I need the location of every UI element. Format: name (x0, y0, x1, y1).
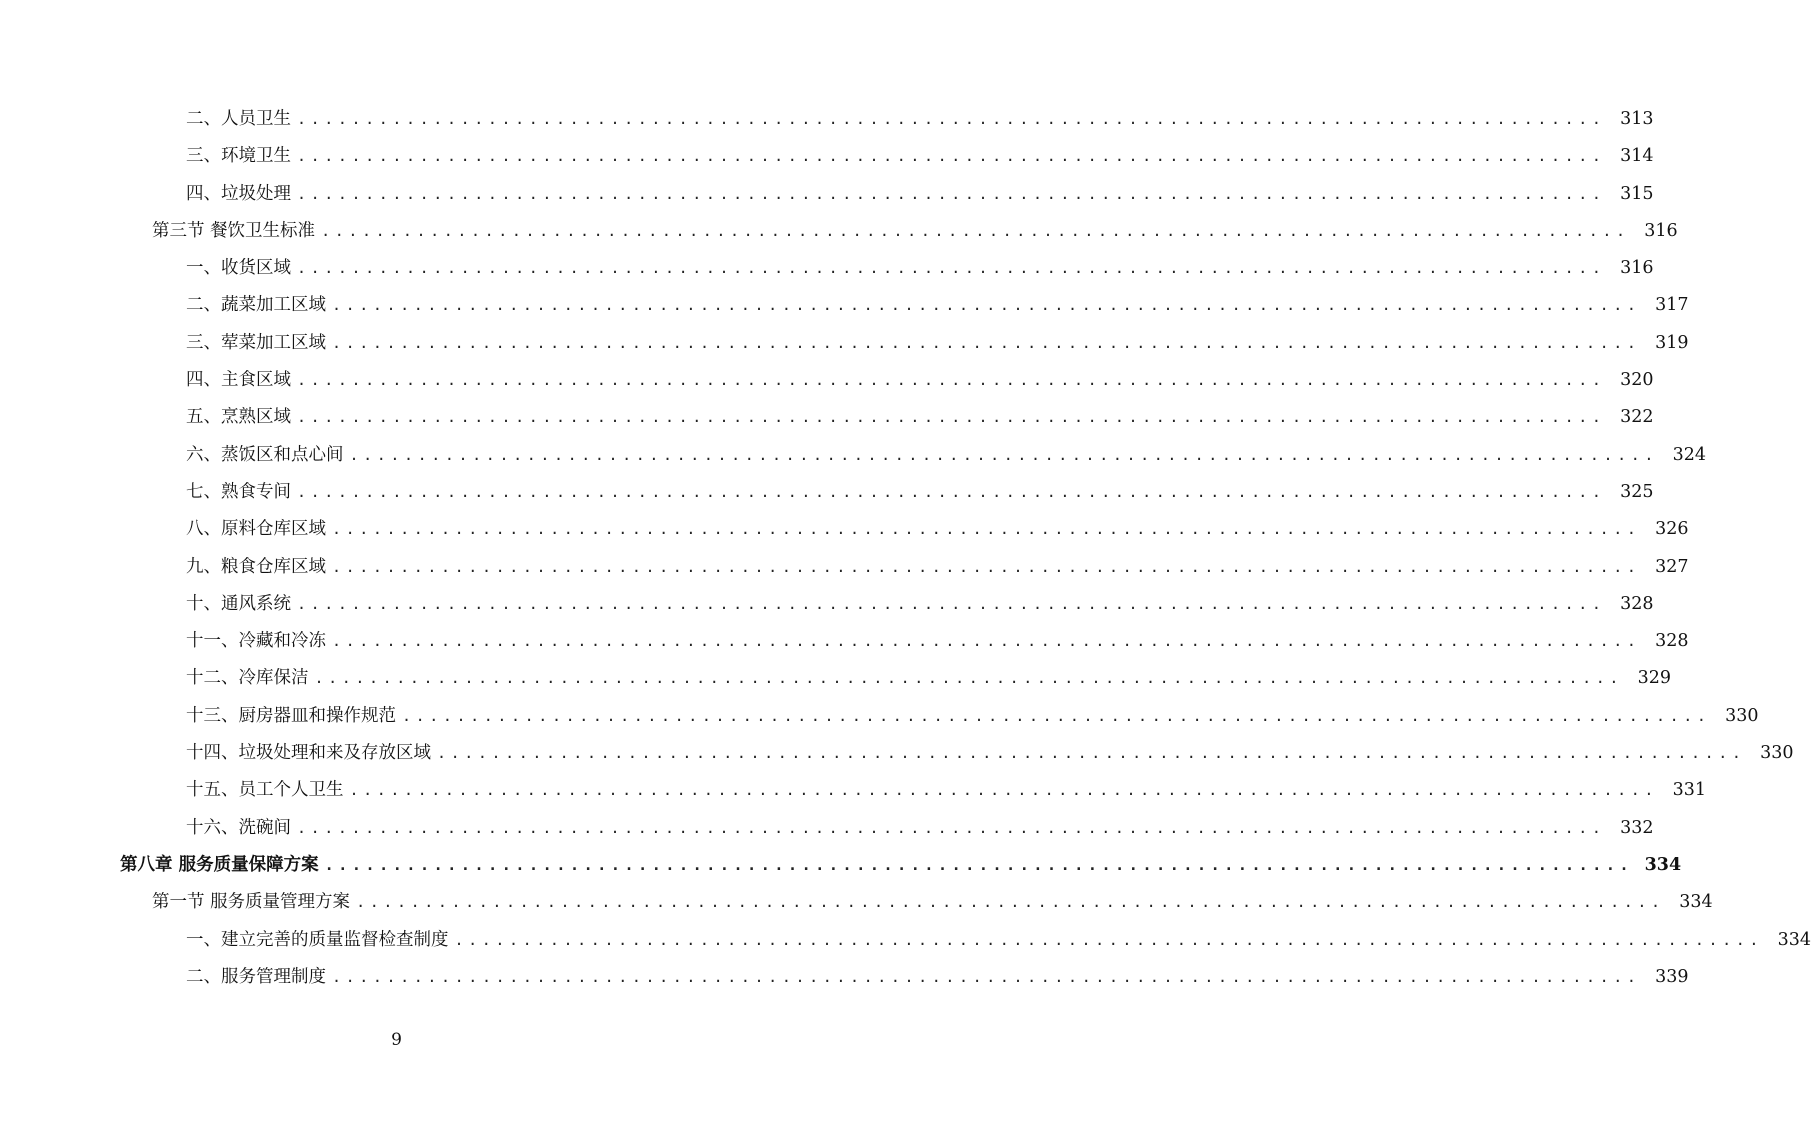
toc-entry-label: 第八章 服务质量保障方案 (120, 854, 319, 875)
toc-leader-dots: ................................................................................................ (437, 744, 1746, 763)
toc-entry-page: 324 (1672, 444, 1707, 465)
toc-entry[interactable] (0, 772, 1707, 809)
toc-entry[interactable] (0, 698, 1759, 735)
toc-leader-dots: ................................................................................................ (332, 632, 1641, 651)
table-of-contents (0, 101, 1811, 996)
toc-entry-page: 329 (1637, 668, 1672, 689)
toc-leader-dots: ................................................................................................ (332, 967, 1641, 986)
toc-leader-dots: ................................................................................................ (356, 893, 1665, 912)
toc-leader-dots: ................................................................................................ (297, 408, 1606, 427)
toc-entry-page: 339 (1655, 966, 1689, 987)
toc-entry[interactable] (0, 549, 1689, 586)
toc-entry[interactable] (0, 959, 1689, 996)
toc-leader-dots: ................................................................................................ (297, 482, 1606, 501)
toc-entry-page: 332 (1620, 817, 1654, 838)
toc-entry-page: 331 (1672, 780, 1707, 801)
toc-entry-page: 313 (1620, 109, 1654, 129)
toc-leader-dots: ................................................................................................ (297, 184, 1606, 203)
toc-entry-page: 334 (1644, 854, 1682, 875)
toc-entry[interactable] (0, 660, 1672, 697)
toc-entry[interactable] (0, 586, 1654, 623)
toc-entry[interactable] (0, 287, 1689, 324)
toc-entry[interactable] (0, 250, 1654, 287)
toc-entry-label: 七、熟食专间 (186, 481, 291, 502)
toc-entry-label: 十五、员工个人卫生 (186, 780, 344, 801)
toc-entry-page: 325 (1620, 481, 1654, 502)
toc-entry-page: 334 (1679, 892, 1713, 913)
toc-entry-label: 十二、冷库保洁 (186, 668, 309, 689)
toc-entry-page: 328 (1620, 593, 1654, 614)
toc-entry[interactable] (0, 474, 1654, 511)
toc-entry-page: 316 (1620, 258, 1654, 279)
toc-leader-dots: ................................................................................................ (321, 221, 1630, 240)
toc-entry[interactable] (0, 101, 1654, 138)
toc-entry-label: 十三、厨房器皿和操作规范 (186, 705, 396, 726)
toc-entry-label: 八、原料仓库区域 (186, 519, 326, 540)
toc-leader-dots: ................................................................................................ (349, 781, 1659, 800)
toc-entry[interactable] (0, 810, 1654, 847)
toc-entry-page: 317 (1655, 295, 1689, 316)
toc-entry-page: 330 (1725, 705, 1759, 726)
toc-entry-page: 328 (1655, 631, 1689, 652)
toc-entry-label: 二、服务管理制度 (186, 966, 326, 987)
toc-entry[interactable] (0, 884, 1713, 921)
toc-entry-page: 334 (1777, 929, 1811, 950)
toc-leader-dots: ................................................................................................ (332, 333, 1641, 352)
toc-entry-label: 五、烹熟区域 (186, 407, 291, 428)
toc-entry[interactable] (0, 437, 1707, 474)
toc-entry-page: 330 (1760, 743, 1794, 764)
toc-entry[interactable] (0, 511, 1689, 548)
toc-entry-label: 十四、垃圾处理和来及存放区域 (186, 743, 431, 764)
toc-chapter-entry[interactable] (0, 847, 1682, 884)
toc-leader-dots: ................................................................................................ (314, 669, 1624, 688)
toc-leader-dots: ................................................................................................ (297, 594, 1606, 613)
toc-entry[interactable] (0, 735, 1794, 772)
toc-entry-label: 十六、洗碗间 (186, 817, 291, 838)
toc-entry-label: 二、蔬菜加工区域 (186, 295, 326, 316)
toc-leader-dots: ................................................................................................ (332, 520, 1641, 539)
toc-entry-label: 一、建立完善的质量监督检查制度 (186, 929, 449, 950)
toc-entry-page: 326 (1655, 519, 1689, 540)
toc-leader-dots: ................................................................................................ (454, 930, 1764, 949)
toc-leader-dots: ................................................................................................ (297, 259, 1606, 278)
toc-leader-dots: ................................................................................................ (349, 445, 1659, 464)
toc-entry-label: 十一、冷藏和冷冻 (186, 631, 326, 652)
toc-leader-dots: ................................................................................................ (402, 706, 1711, 725)
toc-entry[interactable] (0, 623, 1689, 660)
toc-entry-label: 四、垃圾处理 (186, 183, 291, 204)
toc-entry-page: 315 (1620, 183, 1654, 204)
toc-leader-dots: ................................................................................................ (297, 818, 1606, 837)
toc-entry[interactable] (0, 138, 1654, 175)
toc-leader-dots: ................................................................................................ (332, 296, 1641, 315)
toc-entry[interactable] (0, 325, 1689, 362)
toc-entry-label: 二、人员卫生 (186, 109, 291, 129)
toc-entry-label: 第三节 餐饮卫生标准 (152, 220, 316, 241)
toc-leader-dots: ................................................................................................ (297, 110, 1606, 128)
toc-leader-dots: ................................................................................................ (332, 557, 1641, 576)
toc-entry-page: 322 (1620, 407, 1654, 428)
toc-entry[interactable] (0, 213, 1678, 250)
toc-entry-page: 319 (1655, 332, 1689, 353)
toc-entry[interactable] (0, 176, 1654, 213)
toc-entry-label: 三、荤菜加工区域 (186, 332, 326, 353)
toc-entry-label: 九、粮食仓库区域 (186, 556, 326, 577)
page-number: 9 (391, 1030, 402, 1050)
toc-entry-page: 314 (1620, 146, 1654, 167)
toc-entry-label: 四、主食区域 (186, 370, 291, 391)
toc-leader-dots: ................................................................................................ (297, 147, 1606, 166)
toc-entry[interactable] (0, 362, 1654, 399)
toc-entry-page: 316 (1644, 220, 1678, 241)
toc-leader-dots: ................................................................................................ (324, 855, 1634, 874)
toc-entry-page: 320 (1620, 370, 1654, 391)
toc-entry-label: 三、环境卫生 (186, 146, 291, 167)
toc-entry[interactable] (0, 922, 1811, 959)
toc-entry-label: 十、通风系统 (186, 593, 291, 614)
toc-entry-label: 六、蒸饭区和点心间 (186, 444, 344, 465)
toc-leader-dots: ................................................................................................ (297, 371, 1606, 390)
toc-entry-page: 327 (1655, 556, 1689, 577)
toc-entry-label: 第一节 服务质量管理方案 (152, 892, 351, 913)
toc-entry[interactable] (0, 399, 1654, 436)
toc-entry-label: 一、收货区域 (186, 258, 291, 279)
